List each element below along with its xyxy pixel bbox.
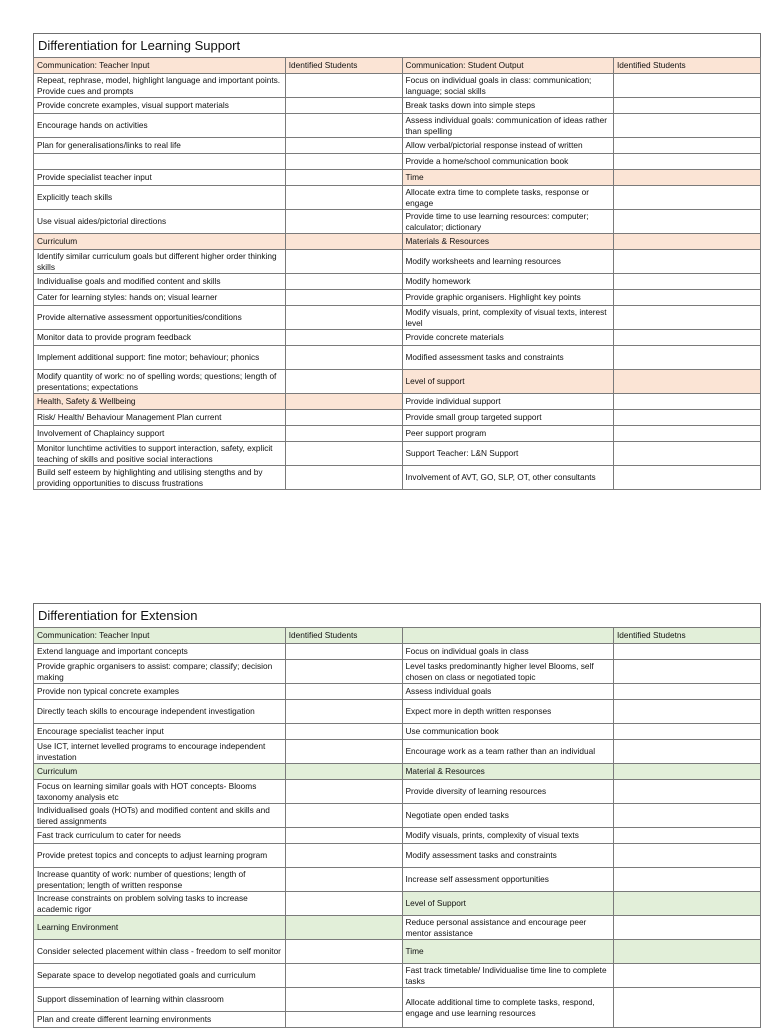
table-row [34, 780, 761, 804]
section-header-students-cell [613, 892, 760, 916]
identified-students-cell [285, 170, 402, 186]
identified-students-cell [285, 940, 402, 964]
strategy-cell: Provide specialist teacher input [34, 170, 286, 186]
strategy-cell: Provide a home/school communication book [402, 154, 613, 170]
table-row [34, 892, 761, 916]
identified-students-cell [613, 844, 760, 868]
strategy-cell: Focus on individual goals in class: communication; language; social skills [402, 74, 613, 98]
table-row [34, 844, 761, 868]
identified-students-cell [613, 186, 760, 210]
strategy-cell: Individualised goals (HOTs) and modified content and skills and tiered assignments [34, 804, 286, 828]
identified-students-cell [285, 466, 402, 490]
identified-students-cell [613, 138, 760, 154]
identified-students-cell [613, 98, 760, 114]
identified-students-cell [613, 410, 760, 426]
identified-students-cell [285, 964, 402, 988]
strategy-cell: Encourage specialist teacher input [34, 724, 286, 740]
strategy-cell: Provide concrete materials [402, 330, 613, 346]
table-row [34, 234, 761, 250]
strategy-cell: Use ICT, internet levelled programs to encourage independent investation [34, 740, 286, 764]
strategy-cell: Use communication book [402, 724, 613, 740]
column-header: Identified Students [613, 58, 760, 74]
identified-students-cell [285, 724, 402, 740]
strategy-cell: Explicitly teach skills [34, 186, 286, 210]
identified-students-cell [285, 442, 402, 466]
section-header-cell: Level of Support [402, 892, 613, 916]
strategy-cell: Provide non typical concrete examples [34, 684, 286, 700]
identified-students-cell [613, 74, 760, 98]
strategy-cell: Provide individual support [402, 394, 613, 410]
identified-students-cell [613, 346, 760, 370]
strategy-cell: Use visual aides/pictorial directions [34, 210, 286, 234]
table-row [34, 410, 761, 426]
identified-students-cell [613, 290, 760, 306]
strategy-cell: Provide small group targeted support [402, 410, 613, 426]
learning-support-section [33, 33, 761, 490]
table-row [34, 210, 761, 234]
table-row [34, 764, 761, 780]
strategy-cell: Involvement of AVT, GO, SLP, OT, other consultants [402, 466, 613, 490]
column-header: Communication: Teacher Input [34, 58, 286, 74]
learning-support-title: Differentiation for Learning Support [33, 33, 761, 57]
strategy-cell: Increase constraints on problem solving tasks to increase academic rigor [34, 892, 286, 916]
strategy-cell: Provide time to use learning resources: computer; calculator; dictionary [402, 210, 613, 234]
table-row [34, 684, 761, 700]
table-row [34, 98, 761, 114]
strategy-cell: Reduce personal assistance and encourage peer mentor assistance [402, 916, 613, 940]
identified-students-cell [285, 346, 402, 370]
strategy-cell: Allocate additional time to complete tasks, respond, engage and use learning resources [402, 988, 613, 1028]
table-row [34, 828, 761, 844]
identified-students-cell [613, 740, 760, 764]
table-row [34, 940, 761, 964]
identified-students-cell [613, 274, 760, 290]
strategy-cell: Encourage work as a team rather than an individual [402, 740, 613, 764]
identified-students-cell [285, 780, 402, 804]
table-row [34, 644, 761, 660]
strategy-cell: Provide graphic organisers to assist: compare; classify; decision making [34, 660, 286, 684]
strategy-cell: Level tasks predominantly higher level Blooms, self chosen on class or negotiated topic [402, 660, 613, 684]
identified-students-cell [613, 780, 760, 804]
strategy-cell: Peer support program [402, 426, 613, 442]
table-row [34, 186, 761, 210]
strategy-cell: Modify homework [402, 274, 613, 290]
strategy-cell: Negotiate open ended tasks [402, 804, 613, 828]
identified-students-cell [613, 964, 760, 988]
column-header: Communication: Student Output [402, 58, 613, 74]
strategy-cell: Modify quantity of work: no of spelling words; questions; length of presentations; expectations [34, 370, 286, 394]
strategy-cell: Provide pretest topics and concepts to adjust learning program [34, 844, 286, 868]
identified-students-cell [613, 466, 760, 490]
strategy-cell: Provide alternative assessment opportunities/conditions [34, 306, 286, 330]
section-header-students-cell [613, 940, 760, 964]
identified-students-cell [285, 684, 402, 700]
identified-students-cell [613, 330, 760, 346]
identified-students-cell [285, 644, 402, 660]
strategy-cell: Increase quantity of work: number of questions; length of presentation; length of written response [34, 868, 286, 892]
strategy-cell: Separate space to develop negotiated goals and curriculum [34, 964, 286, 988]
identified-students-cell [613, 660, 760, 684]
table-row [34, 290, 761, 306]
strategy-cell: Directly teach skills to encourage independent investigation [34, 700, 286, 724]
section-header-students-cell [613, 234, 760, 250]
identified-students-cell [613, 804, 760, 828]
table-row [34, 370, 761, 394]
identified-students-cell [285, 274, 402, 290]
identified-students-cell [613, 154, 760, 170]
identified-students-cell [285, 700, 402, 724]
table-row [34, 700, 761, 724]
identified-students-cell [285, 370, 402, 394]
table-row [34, 330, 761, 346]
identified-students-cell [285, 828, 402, 844]
section-header-students-cell [613, 170, 760, 186]
table-row [34, 916, 761, 940]
strategy-cell: Support dissemination of learning within classroom [34, 988, 286, 1012]
column-header [402, 628, 613, 644]
identified-students-cell [285, 740, 402, 764]
identified-students-cell [285, 290, 402, 306]
strategy-cell: Fast track curriculum to cater for needs [34, 828, 286, 844]
identified-students-cell [285, 988, 402, 1012]
identified-students-cell [613, 700, 760, 724]
strategy-cell: Increase self assessment opportunities [402, 868, 613, 892]
strategy-cell: Involvement of Chaplaincy support [34, 426, 286, 442]
identified-students-cell [285, 410, 402, 426]
strategy-cell: Consider selected placement within class - freedom to self monitor [34, 940, 286, 964]
strategy-cell: Monitor lunchtime activities to support interaction, safety, explicit teaching of skills and positive social interactions [34, 442, 286, 466]
extension-title: Differentiation for Extension [33, 603, 761, 627]
identified-students-cell [613, 114, 760, 138]
identified-students-cell [285, 844, 402, 868]
strategy-cell: Modify visuals, prints, complexity of visual texts [402, 828, 613, 844]
identified-students-cell [613, 426, 760, 442]
identified-students-cell [285, 1012, 402, 1028]
strategy-cell [34, 154, 286, 170]
identified-students-cell [613, 210, 760, 234]
identified-students-cell [285, 98, 402, 114]
table-row [34, 466, 761, 490]
identified-students-cell [613, 684, 760, 700]
strategy-cell: Implement additional support: fine motor; behaviour; phonics [34, 346, 286, 370]
table-row [34, 74, 761, 98]
table-row [34, 660, 761, 684]
section-header-cell: Material & Resources [402, 764, 613, 780]
identified-students-cell [613, 868, 760, 892]
identified-students-cell [285, 138, 402, 154]
section-header-students-cell [613, 764, 760, 780]
identified-students-cell [285, 330, 402, 346]
strategy-cell: Provide concrete examples, visual support materials [34, 98, 286, 114]
section-header-students-cell [285, 394, 402, 410]
strategy-cell: Plan for generalisations/links to real life [34, 138, 286, 154]
identified-students-cell [613, 442, 760, 466]
strategy-cell: Focus on individual goals in class [402, 644, 613, 660]
identified-students-cell [285, 74, 402, 98]
identified-students-cell [285, 426, 402, 442]
header-row [34, 58, 761, 74]
identified-students-cell [285, 114, 402, 138]
strategy-cell: Modify worksheets and learning resources [402, 250, 613, 274]
strategy-cell: Allocate extra time to complete tasks, response or engage [402, 186, 613, 210]
table-row [34, 442, 761, 466]
extension-section [33, 603, 761, 1028]
section-header-cell: Time [402, 170, 613, 186]
table-row [34, 306, 761, 330]
section-header-cell: Materials & Resources [402, 234, 613, 250]
strategy-cell: Allow verbal/pictorial response instead of written [402, 138, 613, 154]
learning-support-table [33, 57, 761, 490]
strategy-cell: Provide diversity of learning resources [402, 780, 613, 804]
strategy-cell: Break tasks down into simple steps [402, 98, 613, 114]
table-row [34, 724, 761, 740]
identified-students-cell [613, 828, 760, 844]
section-header-cell: Level of support [402, 370, 613, 394]
identified-students-cell [285, 186, 402, 210]
strategy-cell: Modify assessment tasks and constraints [402, 844, 613, 868]
identified-students-cell [285, 660, 402, 684]
table-row [34, 274, 761, 290]
identified-students-cell [613, 250, 760, 274]
table-row [34, 346, 761, 370]
strategy-cell: Individualise goals and modified content and skills [34, 274, 286, 290]
strategy-cell: Build self esteem by highlighting and utilising stengths and by providing opportunities to discuss frustrations [34, 466, 286, 490]
identified-students-cell [285, 210, 402, 234]
identified-students-cell [613, 988, 760, 1028]
strategy-cell: Modify visuals, print, complexity of visual texts, interest level [402, 306, 613, 330]
column-header: Identified Students [285, 58, 402, 74]
table-row [34, 138, 761, 154]
table-row [34, 114, 761, 138]
table-row [34, 154, 761, 170]
strategy-cell: Monitor data to provide program feedback [34, 330, 286, 346]
strategy-cell: Provide graphic organisers. Highlight key points [402, 290, 613, 306]
section-header-students-cell [613, 370, 760, 394]
table-row [34, 250, 761, 274]
strategy-cell: Cater for learning styles: hands on; visual learner [34, 290, 286, 306]
table-row [34, 426, 761, 442]
strategy-cell: Plan and create different learning environments [34, 1012, 286, 1028]
identified-students-cell [613, 306, 760, 330]
identified-students-cell [285, 306, 402, 330]
identified-students-cell [285, 154, 402, 170]
identified-students-cell [285, 250, 402, 274]
strategy-cell: Assess individual goals [402, 684, 613, 700]
table-row [34, 740, 761, 764]
section-header-cell: Learning Environment [34, 916, 286, 940]
header-row [34, 628, 761, 644]
section-header-students-cell [285, 234, 402, 250]
identified-students-cell [613, 724, 760, 740]
table-row [34, 170, 761, 186]
identified-students-cell [613, 916, 760, 940]
identified-students-cell [613, 394, 760, 410]
section-header-students-cell [285, 916, 402, 940]
identified-students-cell [285, 868, 402, 892]
section-header-cell: Curriculum [34, 234, 286, 250]
table-row [34, 804, 761, 828]
strategy-cell: Focus on learning similar goals with HOT concepts- Blooms taxonomy analysis etc [34, 780, 286, 804]
identified-students-cell [613, 644, 760, 660]
strategy-cell: Modified assessment tasks and constraints [402, 346, 613, 370]
table-row [34, 988, 761, 1012]
strategy-cell: Extend language and important concepts [34, 644, 286, 660]
strategy-cell: Risk/ Health/ Behaviour Management Plan current [34, 410, 286, 426]
table-row [34, 394, 761, 410]
table-row [34, 868, 761, 892]
strategy-cell: Fast track timetable/ Individualise time line to complete tasks [402, 964, 613, 988]
section-header-students-cell [285, 764, 402, 780]
section-header-cell: Curriculum [34, 764, 286, 780]
table-row [34, 964, 761, 988]
strategy-cell: Identify similar curriculum goals but different higher order thinking skills [34, 250, 286, 274]
column-header: Communication: Teacher Input [34, 628, 286, 644]
extension-table [33, 627, 761, 1028]
column-header: Identified Students [285, 628, 402, 644]
strategy-cell: Assess individual goals: communication of ideas rather than spelling [402, 114, 613, 138]
strategy-cell: Encourage hands on activities [34, 114, 286, 138]
identified-students-cell [285, 804, 402, 828]
section-header-cell: Health, Safety & Wellbeing [34, 394, 286, 410]
strategy-cell: Repeat, rephrase, model, highlight language and important points. Provide cues and prompts [34, 74, 286, 98]
section-header-cell: Time [402, 940, 613, 964]
strategy-cell: Support Teacher: L&N Support [402, 442, 613, 466]
strategy-cell: Expect more in depth written responses [402, 700, 613, 724]
column-header: Identified Studetns [613, 628, 760, 644]
identified-students-cell [285, 892, 402, 916]
